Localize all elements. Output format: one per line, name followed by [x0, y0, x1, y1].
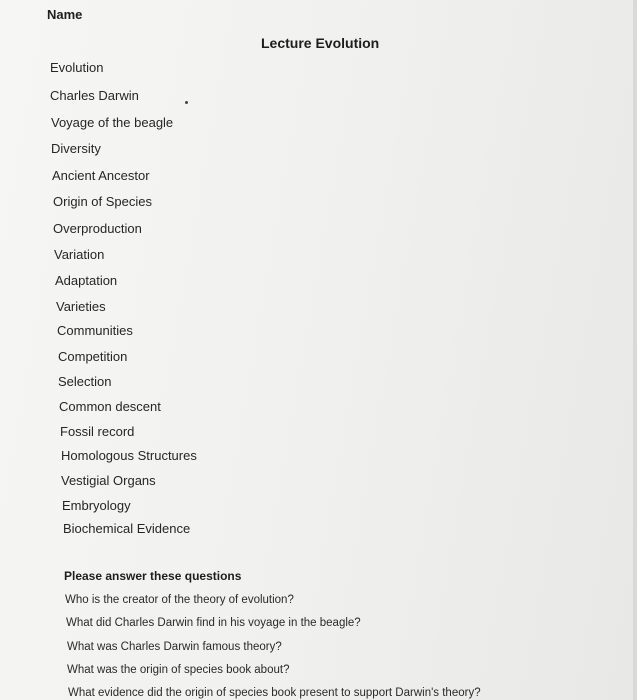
question-item: What did Charles Darwin find in his voyage in the beagle? [66, 617, 361, 629]
name-label: Name [47, 7, 83, 22]
stray-mark [185, 101, 188, 104]
term-item: Communities [57, 323, 133, 338]
term-item: Embryology [62, 498, 131, 513]
questions-heading: Please answer these questions [64, 569, 242, 583]
term-item: Evolution [50, 60, 104, 75]
page-title: Lecture Evolution [261, 35, 380, 51]
term-item: Voyage of the beagle [51, 115, 174, 130]
term-item: Overproduction [53, 221, 142, 236]
term-item: Origin of Species [53, 194, 152, 209]
term-item: Homologous Structures [61, 448, 197, 463]
term-item: Selection [58, 374, 112, 389]
term-item: Vestigial Organs [61, 473, 156, 488]
term-item: Charles Darwin [50, 88, 139, 103]
question-item: What was Charles Darwin famous theory? [67, 641, 282, 653]
term-item: Competition [58, 349, 128, 364]
term-item: Biochemical Evidence [63, 521, 191, 536]
term-item: Diversity [51, 141, 101, 156]
term-item: Varieties [56, 299, 106, 314]
question-item: Who is the creator of the theory of evolution? [65, 594, 294, 606]
term-item: Variation [54, 247, 105, 262]
question-item: What evidence did the origin of species book present to support Darwin's theory? [68, 687, 481, 699]
term-item: Common descent [59, 399, 161, 414]
term-item: Adaptation [55, 273, 118, 288]
term-item: Fossil record [60, 424, 135, 439]
page-edge [633, 0, 637, 700]
question-item: What was the origin of species book about? [67, 664, 290, 676]
term-item: Ancient Ancestor [52, 168, 150, 183]
